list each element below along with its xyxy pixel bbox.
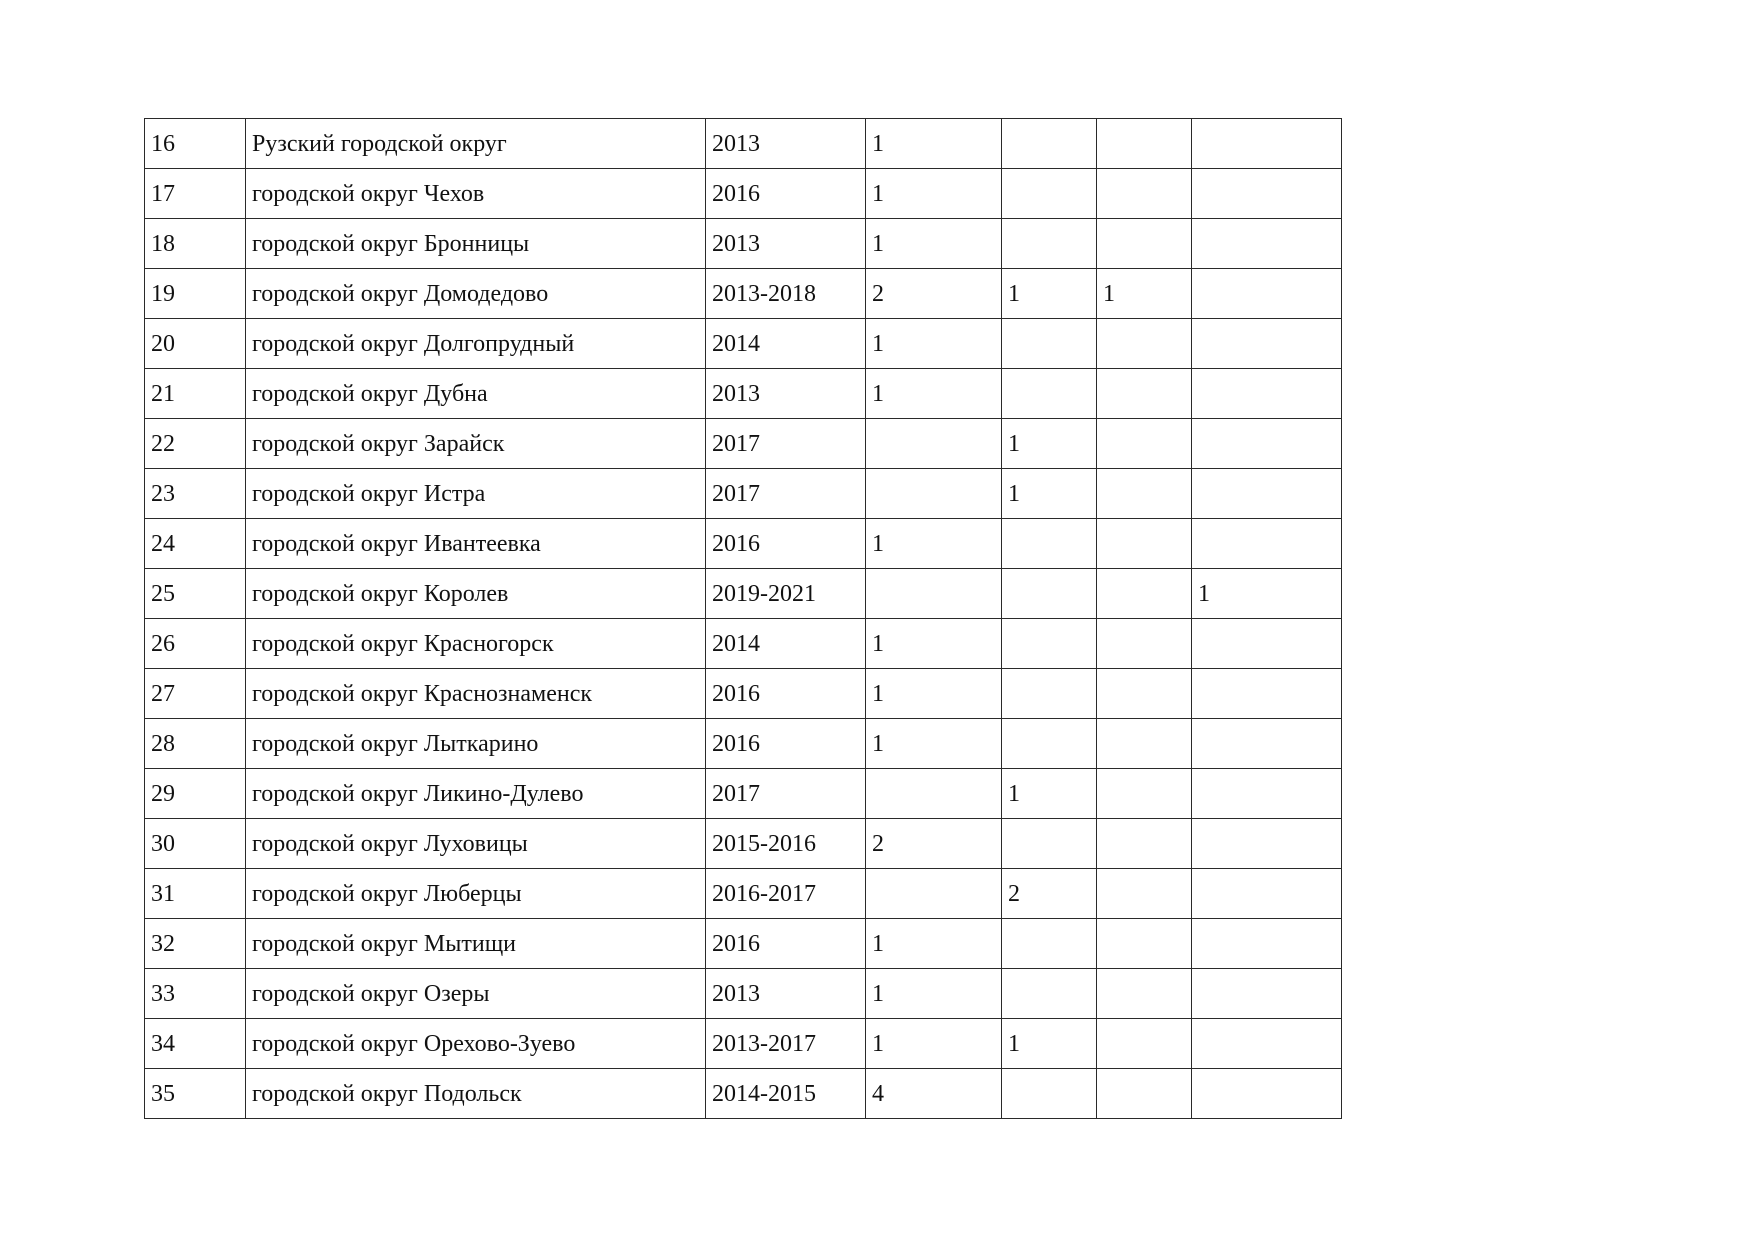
row-number-cell: 21 [145,369,246,419]
count-cell-3 [1097,119,1192,169]
count-cell-1: 1 [866,119,1002,169]
count-cell-3 [1097,419,1192,469]
count-cell-2 [1002,569,1097,619]
count-cell-4 [1192,769,1342,819]
year-cell: 2017 [706,419,866,469]
count-cell-4 [1192,319,1342,369]
district-name-cell: городской округ Красногорск [246,619,706,669]
row-number-cell: 28 [145,719,246,769]
table-row [145,869,1342,919]
count-cell-4 [1192,719,1342,769]
row-number-cell: 23 [145,469,246,519]
count-cell-3 [1097,219,1192,269]
table-row [145,1069,1342,1119]
count-cell-2 [1002,369,1097,419]
data-table [144,118,1342,1119]
district-name-cell: городской округ Луховицы [246,819,706,869]
table-row [145,319,1342,369]
count-cell-2: 1 [1002,419,1097,469]
district-name-cell: городской округ Бронницы [246,219,706,269]
district-name-cell: городской округ Королев [246,569,706,619]
district-name-cell: городской округ Лыткарино [246,719,706,769]
table-row [145,119,1342,169]
row-number-cell: 17 [145,169,246,219]
district-name-cell: городской округ Орехово-Зуево [246,1019,706,1069]
table-row [145,619,1342,669]
count-cell-1: 2 [866,819,1002,869]
table-row [145,669,1342,719]
district-name-cell: городской округ Истра [246,469,706,519]
count-cell-4 [1192,819,1342,869]
count-cell-4 [1192,369,1342,419]
table-row [145,519,1342,569]
table-row [145,919,1342,969]
table-row [145,469,1342,519]
table-row [145,169,1342,219]
count-cell-1 [866,769,1002,819]
count-cell-3 [1097,619,1192,669]
row-number-cell: 22 [145,419,246,469]
district-name-cell: городской округ Чехов [246,169,706,219]
count-cell-1: 1 [866,919,1002,969]
count-cell-4 [1192,119,1342,169]
year-cell: 2016-2017 [706,869,866,919]
table-row [145,419,1342,469]
count-cell-2 [1002,619,1097,669]
count-cell-4 [1192,219,1342,269]
count-cell-4 [1192,669,1342,719]
count-cell-2 [1002,319,1097,369]
district-name-cell: городской округ Дубна [246,369,706,419]
year-cell: 2016 [706,719,866,769]
count-cell-1: 1 [866,319,1002,369]
year-cell: 2014 [706,619,866,669]
row-number-cell: 16 [145,119,246,169]
count-cell-2 [1002,719,1097,769]
count-cell-2 [1002,669,1097,719]
year-cell: 2016 [706,919,866,969]
district-name-cell: городской округ Долгопрудный [246,319,706,369]
count-cell-2 [1002,219,1097,269]
count-cell-1: 1 [866,619,1002,669]
count-cell-3 [1097,519,1192,569]
count-cell-4: 1 [1192,569,1342,619]
row-number-cell: 24 [145,519,246,569]
table-row [145,769,1342,819]
year-cell: 2017 [706,769,866,819]
count-cell-2 [1002,969,1097,1019]
row-number-cell: 32 [145,919,246,969]
year-cell: 2013 [706,969,866,1019]
row-number-cell: 35 [145,1069,246,1119]
row-number-cell: 27 [145,669,246,719]
count-cell-1: 1 [866,219,1002,269]
count-cell-2: 1 [1002,269,1097,319]
count-cell-2: 1 [1002,469,1097,519]
row-number-cell: 30 [145,819,246,869]
count-cell-3 [1097,569,1192,619]
year-cell: 2013 [706,119,866,169]
table-row [145,719,1342,769]
year-cell: 2016 [706,669,866,719]
year-cell: 2014-2015 [706,1069,866,1119]
count-cell-1: 1 [866,519,1002,569]
count-cell-4 [1192,419,1342,469]
count-cell-2 [1002,819,1097,869]
district-name-cell: городской округ Подольск [246,1069,706,1119]
year-cell: 2013-2018 [706,269,866,319]
district-name-cell: городской округ Люберцы [246,869,706,919]
year-cell: 2017 [706,469,866,519]
count-cell-3 [1097,769,1192,819]
count-cell-2 [1002,169,1097,219]
count-cell-3 [1097,719,1192,769]
district-name-cell: городской округ Краснознаменск [246,669,706,719]
count-cell-1: 1 [866,669,1002,719]
count-cell-1: 1 [866,169,1002,219]
count-cell-3 [1097,819,1192,869]
count-cell-2 [1002,1069,1097,1119]
count-cell-1 [866,469,1002,519]
count-cell-2 [1002,519,1097,569]
table-body [145,119,1342,1119]
count-cell-3 [1097,919,1192,969]
count-cell-1: 4 [866,1069,1002,1119]
row-number-cell: 31 [145,869,246,919]
row-number-cell: 25 [145,569,246,619]
count-cell-4 [1192,269,1342,319]
row-number-cell: 20 [145,319,246,369]
count-cell-3: 1 [1097,269,1192,319]
table-row [145,369,1342,419]
count-cell-4 [1192,869,1342,919]
table-row [145,969,1342,1019]
count-cell-3 [1097,369,1192,419]
row-number-cell: 18 [145,219,246,269]
count-cell-1 [866,419,1002,469]
count-cell-4 [1192,619,1342,669]
count-cell-3 [1097,1019,1192,1069]
count-cell-1: 1 [866,719,1002,769]
table-row [145,219,1342,269]
district-name-cell: городской округ Домодедово [246,269,706,319]
row-number-cell: 26 [145,619,246,669]
count-cell-3 [1097,169,1192,219]
count-cell-4 [1192,1069,1342,1119]
district-name-cell: городской округ Ликино-Дулево [246,769,706,819]
count-cell-2: 1 [1002,769,1097,819]
count-cell-2: 2 [1002,869,1097,919]
row-number-cell: 19 [145,269,246,319]
year-cell: 2016 [706,519,866,569]
count-cell-4 [1192,469,1342,519]
year-cell: 2019-2021 [706,569,866,619]
table-row [145,569,1342,619]
count-cell-1 [866,869,1002,919]
row-number-cell: 34 [145,1019,246,1069]
count-cell-3 [1097,969,1192,1019]
district-name-cell: городской округ Мытищи [246,919,706,969]
count-cell-4 [1192,169,1342,219]
count-cell-1: 2 [866,269,1002,319]
year-cell: 2016 [706,169,866,219]
count-cell-1: 1 [866,369,1002,419]
year-cell: 2013-2017 [706,1019,866,1069]
count-cell-3 [1097,469,1192,519]
count-cell-4 [1192,969,1342,1019]
year-cell: 2013 [706,369,866,419]
year-cell: 2013 [706,219,866,269]
table-row [145,1019,1342,1069]
count-cell-1 [866,569,1002,619]
count-cell-3 [1097,669,1192,719]
count-cell-2 [1002,919,1097,969]
table-row [145,269,1342,319]
count-cell-3 [1097,319,1192,369]
year-cell: 2014 [706,319,866,369]
district-name-cell: городской округ Озеры [246,969,706,1019]
row-number-cell: 33 [145,969,246,1019]
district-name-cell: городской округ Ивантеевка [246,519,706,569]
count-cell-3 [1097,1069,1192,1119]
row-number-cell: 29 [145,769,246,819]
count-cell-1: 1 [866,969,1002,1019]
count-cell-4 [1192,919,1342,969]
count-cell-4 [1192,519,1342,569]
year-cell: 2015-2016 [706,819,866,869]
count-cell-2 [1002,119,1097,169]
district-name-cell: Рузский городской округ [246,119,706,169]
district-name-cell: городской округ Зарайск [246,419,706,469]
count-cell-2: 1 [1002,1019,1097,1069]
table-row [145,819,1342,869]
count-cell-4 [1192,1019,1342,1069]
count-cell-3 [1097,869,1192,919]
count-cell-1: 1 [866,1019,1002,1069]
